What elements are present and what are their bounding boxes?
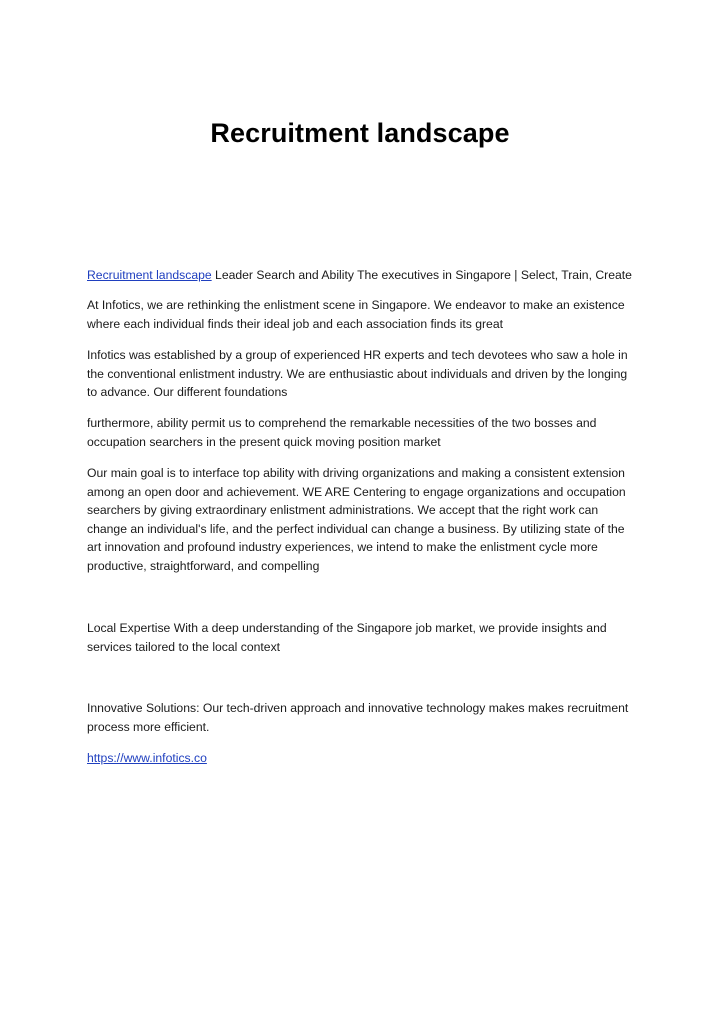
paragraph-innovative-solutions — [87, 699, 635, 736]
paragraph-mission — [87, 464, 635, 576]
infotics-website-link[interactable]: https://www.infotics.co — [87, 751, 207, 765]
intro-paragraph — [87, 266, 635, 285]
paragraph-text: At Infotics, we are rethinking the enlistment scene in Singapore. We endeavor to make an existence where each individual finds their ideal job and each association finds its great — [87, 298, 625, 331]
paragraph-about — [87, 296, 635, 333]
paragraph-founding — [87, 346, 635, 402]
paragraph-text: Infotics was established by a group of experienced HR experts and tech devotees who saw a hole in the conventional enlistment industry. We are enthusiastic about individuals and driven by the longing to advance. Our different foundations — [87, 348, 628, 400]
paragraph-text: Our main goal is to interface top ability with driving organizations and making a consistent extension among an open door and achievement. WE ARE Centering to engage organizations and occupation searchers by giving extraordinary enlistment administrations. We accept that the right work can change an individual's life, and the perfect individual can change a business. By utilizing state of the art innovation and profound industry experiences, we intend to make the enlistment cycle more productive, straightforward, and compelling — [87, 466, 626, 573]
page-title: Recruitment landscape — [210, 118, 510, 148]
paragraph-ability — [87, 414, 635, 451]
paragraph-text: Innovative Solutions: Our tech-driven approach and innovative technology makes makes recruitment process more efficient. — [87, 701, 629, 734]
paragraph-text: furthermore, ability permit us to comprehend the remarkable necessities of the two bosses and occupation searchers in the present quick moving position market — [87, 416, 597, 449]
paragraph-text: Local Expertise With a deep understanding of the Singapore job market, we provide insights and services tailored to the local context — [87, 621, 607, 654]
paragraph-local-expertise — [87, 619, 635, 656]
intro-text: Leader Search and Ability The executives in Singapore | Select, Train, Create — [211, 268, 632, 282]
footer-link-row — [87, 749, 635, 768]
recruitment-landscape-link[interactable]: Recruitment landscape — [87, 268, 212, 282]
